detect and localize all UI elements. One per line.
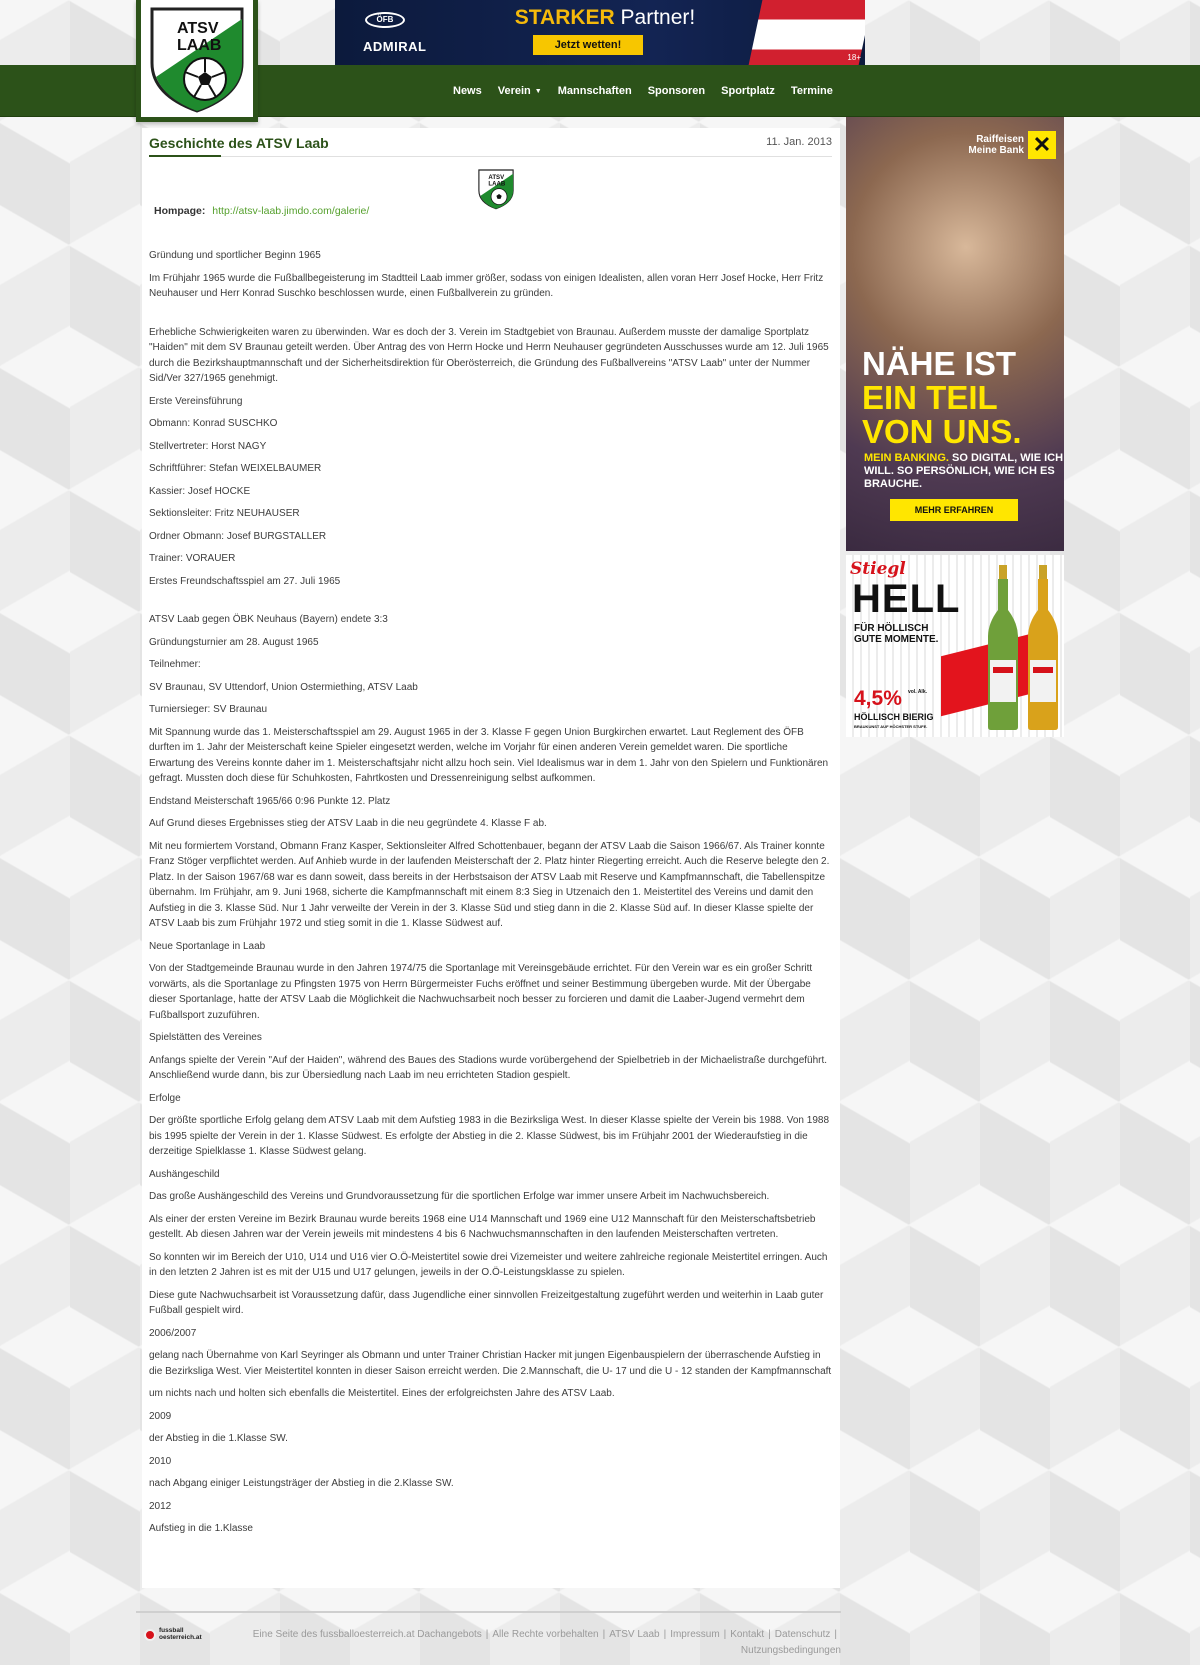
crest-text-line2: LAAB: [488, 180, 506, 188]
raiffeisen-headline-line1: NÄHE IST: [862, 345, 1017, 382]
crest-text-line1: ATSV: [177, 19, 219, 37]
raiffeisen-subline-rest: SO DIGITAL, WIE ICH WILL. SO PERSÖNLICH, WIE ICH ES BRAUCHE.: [864, 452, 1064, 490]
crest-text-line1: ATSV: [488, 174, 505, 182]
article-paragraph: So konnten wir im Bereich der U10, U14 und U16 vier O.Ö-Meistertitel sowie drei Vizemeister und weitere zahlreiche regionale Meistertitel erringen. Auch in den letzten 2 Jahren ist es mit der U15 und U17 gelungen, jeweils in der O.Ö-Leistungsklasse zu spielen.: [149, 1251, 828, 1278]
footer-separator: |: [723, 1629, 727, 1640]
raiffeisen-headline-line3: VON UNS.: [862, 413, 1022, 450]
article-paragraph: Mit neu formiertem Vorstand, Obmann Franz Kasper, Sektionsleiter Alfred Schottenbauer, begann der ATSV Laab die Saison 1966/67. Als Trainer konnte Franz Stöger verpflichtet werden. Auf Anhieb wurde in der laufenden Meisterschaft der 2. Platz hinter Riegerting erreicht. Auch die Reserve belegte den 2. Platz. In der Saison 1967/68 war es dann soweit, dass bereits in der Herbstsaison der ATSV Laab mit Reserve und Kampfmannschaft, die Tabellenspitze übernahm. Im Frühjahr, am 9. Juni 1968, sicherte die Kampfmannschaft mit einem 8:3 Sieg in Utzenaich den 1. Meistertitel des Vereins und damit den Aufstieg in die 3. Klasse Süd. Nur 1 Jahr verweilte der Verein in der 3. Klasse Süd und stieg dann in die 2. Klasse Süd auf. In dieser Klasse spielte der ATSV Laab bis zum Frühjahr 1972 und stieg somit in die 1. Klasse Südwest auf.: [149, 840, 830, 929]
beer-bottle-amber-icon: [1026, 565, 1060, 730]
footer-separator: |: [768, 1629, 771, 1640]
oefb-logo: ÖFB: [365, 12, 405, 28]
fussballoesterreich-logo[interactable]: [144, 1628, 202, 1641]
footer-link-kontakt[interactable]: Kontakt: [730, 1629, 765, 1640]
stiegl-slogan: [854, 623, 938, 645]
article-paragraph: Schriftführer: Stefan WEIXELBAUMER: [149, 463, 322, 474]
article-paragraph: Endstand Meisterschaft 1965/66 0:96 Punkte 12. Platz: [149, 795, 391, 807]
article-paragraph: Als einer der ersten Vereine im Bezirk Braunau wurde bereits 1968 eine U14 Mannschaft und 1969 eine U12 Mannschaft für den Meisterschaftsbetrieb gestellt. Ab diesen Jahren war der Verein jeweils mit mindestens 4 bis 6 Nachwuchsmannschaften in den laufenden Meisterschaften vertreten.: [149, 1213, 816, 1240]
footer-link-dachangebot[interactable]: Eine Seite des fussballoesterreich.at Dachangebots: [252, 1629, 482, 1640]
stiegl-abv: 4,5%: [854, 687, 902, 710]
homepage-label: Hompage:: [154, 205, 206, 217]
article-paragraph: um nichts nach und holten sich ebenfalls die Meistertitel. Eines der erfolgreichsten Jahre des ATSV Laab.: [149, 1388, 615, 1399]
article-paragraph: Aufstieg in die 1.Klasse: [149, 1523, 253, 1534]
footer-link-impressum[interactable]: Impressum: [670, 1629, 720, 1640]
footer-link-rechte[interactable]: Alle Rechte vorbehalten: [492, 1629, 599, 1640]
beer-bottle-green-icon: [986, 565, 1020, 730]
article-paragraph: Anfangs spielte der Verein "Auf der Haiden", während des Baues des Stadions wurde vorübergehend der Spielbetrieb in der Michaelistraße durchgeführt. Anschließend wurde dann, bis zur Übersiedlung nach Laab im neu errichteten Stadion gespielt.: [149, 1054, 828, 1081]
article-paragraph: Stellvertreter: Horst NAGY: [149, 440, 267, 452]
nav-item-sponsoren[interactable]: [640, 85, 713, 97]
raiffeisen-subline-yellow: MEIN BANKING.: [864, 452, 949, 464]
article-paragraph: Trainer: VORAUER: [149, 553, 236, 564]
article-paragraph: Mit Spannung wurde das 1. Meisterschaftsspiel am 29. August 1965 in der 3. Klasse F gegen Union Burgkirchen erwartet. Laut Reglement des ÖFB durften im 1. Jahr der Meisterschaft keine Spieler eingesetzt werden, welche im Vorjahr für einen anderen Verein gemeldet waren. Die sportliche Erwartung des Vereins konnte daher im 1. Meisterschaftsjahr nicht allzu hoch sein. Viel Idealismus war in dem 1. Jahr von den Spielern und Funktionären gefragt. Mussten doch diese für Schuhkosten, Fahrtkosten und Dressenreinigung selbst aufkommen.: [149, 726, 829, 784]
article-paragraph: Aushängeschild: [149, 1168, 220, 1180]
nav-item-verein[interactable]: [490, 85, 550, 97]
footer-separator: |: [602, 1629, 606, 1640]
article-paragraph: 2009: [149, 1410, 172, 1422]
nav-item-news[interactable]: [445, 85, 490, 97]
nav-item-sportplatz[interactable]: [713, 85, 783, 97]
article-paragraph: Diese gute Nachwuchsarbeit ist Voraussetzung dafür, dass Jugendliche einer sinnvollen Freizeitgestaltung zugeführt werden und weiterhin in Laab guter Fußball gespielt wird.: [149, 1289, 824, 1316]
stiegl-ad[interactable]: [846, 555, 1064, 737]
article-paragraph: Gründung und sportlicher Beginn 1965: [149, 250, 321, 261]
article-card: [142, 128, 840, 1588]
article-paragraph: 2010: [149, 1455, 172, 1467]
footer-link-atsv-laab[interactable]: ATSV Laab: [609, 1629, 660, 1640]
raiffeisen-headline-line2: EIN TEIL: [862, 379, 998, 416]
club-crest-icon: [147, 5, 247, 113]
footer-separator: |: [663, 1629, 667, 1640]
article-paragraph: Erhebliche Schwierigkeiten waren zu überwinden. War es doch der 3. Verein im Stadtgebiet von Braunau. Außerdem musste der damalige Sportplatz "Haiden" mit dem SV Braunau geteilt werden. Über Antrag des von Herrn Hocke und Herrn Neuhauser gegründeten Ausschusses wurde am 12. Juli 1965 durch die Bezirkshauptmannschaft und der Sicherheitsdirektion für Oberösterreich, die Gründung des Fußballvereins "ATSV Laab" unter der Nummer Sid/Ver 327/1965 genehmigt.: [149, 326, 829, 384]
title-accent-bar: [149, 155, 221, 157]
article-title: Geschichte des ATSV Laab: [149, 135, 329, 151]
article-paragraph: Sektionsleiter: Fritz NEUHAUSER: [149, 508, 300, 519]
article-paragraph: Turniersieger: SV Braunau: [149, 704, 268, 715]
article-paragraph: Erste Vereinsführung: [149, 395, 243, 407]
age-restriction-label: 18+: [847, 53, 861, 62]
article-club-logo: [477, 163, 515, 220]
main-nav: [445, 65, 841, 117]
article-date: 11. Jan. 2013: [766, 136, 832, 148]
club-crest-icon: [477, 163, 515, 215]
banner-headline: [500, 6, 710, 30]
raiffeisen-gable-icon: ✕: [1028, 131, 1056, 159]
article-paragraph: Teilnehmer:: [149, 659, 201, 670]
article-paragraph: Erfolge: [149, 1092, 181, 1104]
banner-cta-button[interactable]: Jetzt wetten!: [533, 35, 643, 55]
banner-headline-bold: STARKER: [514, 6, 615, 29]
footer-divider: [136, 1611, 841, 1613]
nav-item-label: Sponsoren: [647, 85, 706, 97]
article-paragraph: Der größte sportliche Erfolg gelang dem ATSV Laab mit dem Aufstieg 1983 in die Bezirksliga West. In dieser Klasse spielte der Verein bis 1988. Von 1988 bis 1995 spielte der Verein in der 1. Klasse Südwest. Es erfolgte der Abstieg in die 2. Klasse Südwest, bis im Frühjahr 2001 der Wiederaufstieg in die derzeitige Spielklasse 1. Klasse Südwest gelang.: [149, 1115, 830, 1157]
crest-text-line2: LAAB: [177, 36, 222, 54]
article-paragraph: gelang nach Übernahme von Karl Seyringer als Obmann und unter Trainer Christian Hacker mit jungen Eigenbauspielern der überraschende Aufstieg in die Bezirksliga West. Vier Meistertitel konnten in dieser Saison erreicht werden. Die 2.Mannschaft, die U- 17 und die U - 12 standen der Kampfmannschaft: [149, 1350, 832, 1377]
article-paragraph: Spielstätten des Vereines: [149, 1032, 262, 1043]
homepage-row: [154, 205, 369, 217]
stiegl-fine-print: BRAUKUNST AUF HÖCHSTER STUFE.: [854, 724, 928, 729]
article-paragraph: Das große Aushängeschild des Vereins und Grundvoraussetzung für die sportlichen Erfolge war immer unsere Arbeit im Nachwuchsbereich.: [149, 1191, 770, 1202]
homepage-link[interactable]: http://atsv-laab.jimdo.com/galerie/: [212, 205, 370, 217]
fb-logo-line2: oesterreich.at: [159, 1633, 202, 1641]
caret-down-icon: ▼: [534, 87, 542, 95]
footer: [136, 1611, 841, 1661]
nav-item-mannschaften[interactable]: [550, 85, 640, 97]
article-paragraph: 2006/2007: [149, 1327, 197, 1339]
stiegl-slogan-line2: GUTE MOMENTE.: [854, 634, 939, 645]
stiegl-abv-unit: vol. Alk.: [908, 689, 927, 695]
raiffeisen-brand-line2: Meine Bank: [968, 145, 1024, 156]
title-divider: [149, 156, 832, 157]
nav-item-label: News: [453, 85, 482, 97]
stiegl-slogan-line1: FÜR HÖLLISCH: [854, 623, 929, 634]
article-paragraph: Auf Grund dieses Ergebnisses stieg der ATSV Laab in die neu gegründete 4. Klasse F ab.: [149, 818, 547, 829]
article-paragraph: der Abstieg in die 1.Klasse SW.: [149, 1433, 288, 1444]
article-paragraph: Gründungsturnier am 28. August 1965: [149, 636, 319, 648]
article-paragraph: Neue Sportanlage in Laab: [149, 940, 266, 952]
article-paragraph: SV Braunau, SV Uttendorf, Union Ostermiething, ATSV Laab: [149, 681, 418, 693]
raiffeisen-ad[interactable]: [846, 117, 1064, 551]
nav-item-label: Mannschaften: [557, 85, 632, 97]
article-body: [149, 248, 833, 1544]
article-paragraph: Ordner Obmann: Josef BURGSTALLER: [149, 530, 327, 542]
footer-link-datenschutz[interactable]: Datenschutz: [774, 1629, 831, 1640]
nav-item-label: Verein: [497, 85, 531, 97]
nav-item-termine[interactable]: [783, 85, 841, 97]
nav-item-label: Termine: [790, 85, 833, 97]
footer-separator: |: [834, 1629, 837, 1640]
top-ad-banner[interactable]: [335, 0, 865, 65]
football-icon: [144, 1629, 156, 1641]
stiegl-tagline: HÖLLISCH BIERIG: [854, 712, 934, 722]
raiffeisen-brand-text: [968, 134, 1024, 156]
admiral-logo: ADMIRAL: [363, 39, 427, 54]
fussballoesterreich-logo-text: [159, 1628, 202, 1641]
raiffeisen-headline: [862, 347, 1022, 449]
footer-links: [251, 1627, 841, 1659]
stiegl-brand: Stiegl: [850, 559, 906, 579]
article-paragraph: Kassier: Josef HOCKE: [149, 485, 251, 497]
footer-link-nutzungsbedingungen[interactable]: Nutzungsbedingungen: [740, 1645, 841, 1656]
nav-item-label: Sportplatz: [721, 85, 775, 97]
footer-separator: |: [485, 1629, 489, 1640]
article-paragraph: Im Frühjahr 1965 wurde die Fußballbegeisterung im Stadtteil Laab immer größer, sodass von einigen Idealisten, allen voran Herr Josef Hocke, Herr Fritz Neuhauser und Herr Konrad Suschko beschlossen wurde, einen Fußballverein zu gründen.: [149, 272, 824, 299]
article-paragraph: Obmann: Konrad SUSCHKO: [149, 418, 278, 429]
raiffeisen-brand-line1: Raiffeisen: [976, 134, 1024, 145]
article-paragraph: Erstes Freundschaftsspiel am 27. Juli 1965: [149, 575, 341, 587]
article-paragraph: ATSV Laab gegen ÖBK Neuhaus (Bayern) endete 3:3: [149, 614, 388, 625]
banner-headline-rest: Partner!: [614, 6, 696, 29]
fb-logo-line1: fussball: [159, 1627, 184, 1634]
article-paragraph: 2012: [149, 1500, 172, 1512]
stiegl-product: HELL: [852, 577, 961, 621]
raiffeisen-subline: [864, 452, 1064, 491]
raiffeisen-logo: [968, 131, 1056, 159]
raiffeisen-cta-button[interactable]: MEHR ERFAHREN: [890, 499, 1018, 521]
article-paragraph: Von der Stadtgemeinde Braunau wurde in den Jahren 1974/75 die Sportanlage mit Vereinsgebäude errichtet. Für den Verein war es ein großer Schritt vorwärts, als die Sportanlage zu Pfingsten 1975 von Herrn Bürgermeister Fuchs eröffnet und seiner Bestimmung übergeben wurde. Mit der Übergabe dieser Sportanlage, hatte der ATSV Laab die Möglichkeit die Nachwuchsarbeit noch besser zu forcieren und damit die Laaber-Jugend vermehrt dem Fußballsport zuzuführen.: [149, 963, 813, 1021]
club-logo-link[interactable]: [136, 0, 258, 122]
article-paragraph: nach Abgang einiger Leistungsträger der Abstieg in die 2.Klasse SW.: [149, 1478, 454, 1489]
